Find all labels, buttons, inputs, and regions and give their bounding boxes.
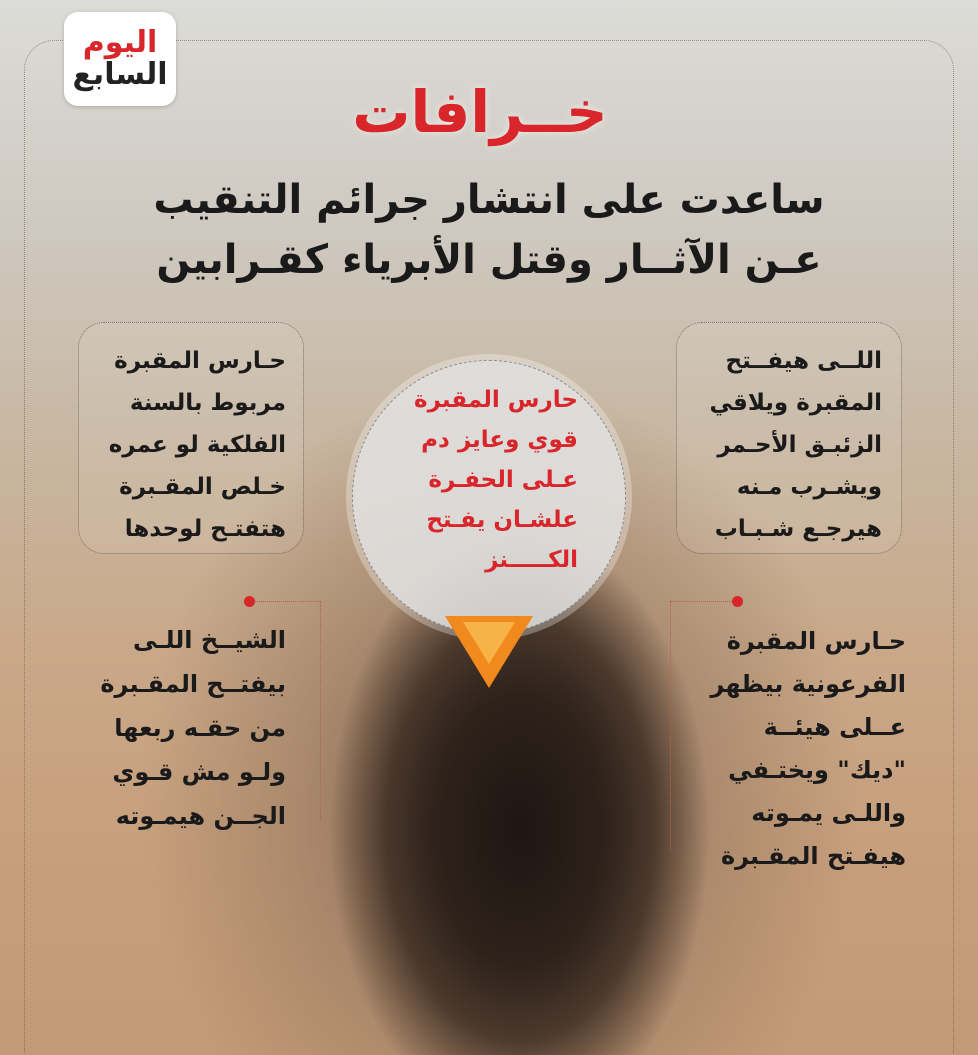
subtitle — [130, 170, 848, 290]
bottom-right-text: حـارس المقبرة الفرعونية بيظهر عــلى هيئــة "ديك" ويختـفي واللـى يمـوته هيفـتح المقـبرة — [710, 627, 906, 870]
right-marker-dot — [732, 596, 743, 607]
down-arrow-icon — [445, 616, 533, 688]
subtitle-line-2: عـن الآثــار وقتل الأبرياء كقـرابين — [156, 237, 822, 283]
top-left-text: حـارس المقبرة مربوط بالسنة الفلكية لو عمره خـلص المقـبرة هتفتـح لوحدها — [108, 348, 286, 542]
logo-line-2: السابع — [72, 57, 168, 92]
logo-line-1: اليوم — [82, 25, 158, 60]
youm7-logo — [64, 12, 176, 106]
headline: خــرافات — [352, 78, 608, 146]
center-text: حارس المقبرة قوي وعايز دم عـلى الحفـرة علشـان يفـتح الكـــــنز — [414, 387, 578, 573]
bottom-left-text: الشيــخ اللـى بيفتــح المقـبرة من حقـه ربعها ولـو مش قـوي الجــن هيمـوته — [100, 626, 286, 830]
right-connector-horizontal — [670, 601, 732, 602]
left-connector-horizontal — [254, 601, 320, 602]
right-connector-vertical — [670, 601, 671, 851]
subtitle-line-1: ساعدت على انتشار جرائم التنقيب — [153, 177, 825, 223]
left-connector-vertical — [320, 601, 321, 821]
top-right-text: اللــى هيفــتح المقبرة ويلاقي الزئبـق الأحـمر ويشـرب مـنه هيرجـع شـبـاب — [709, 348, 882, 542]
